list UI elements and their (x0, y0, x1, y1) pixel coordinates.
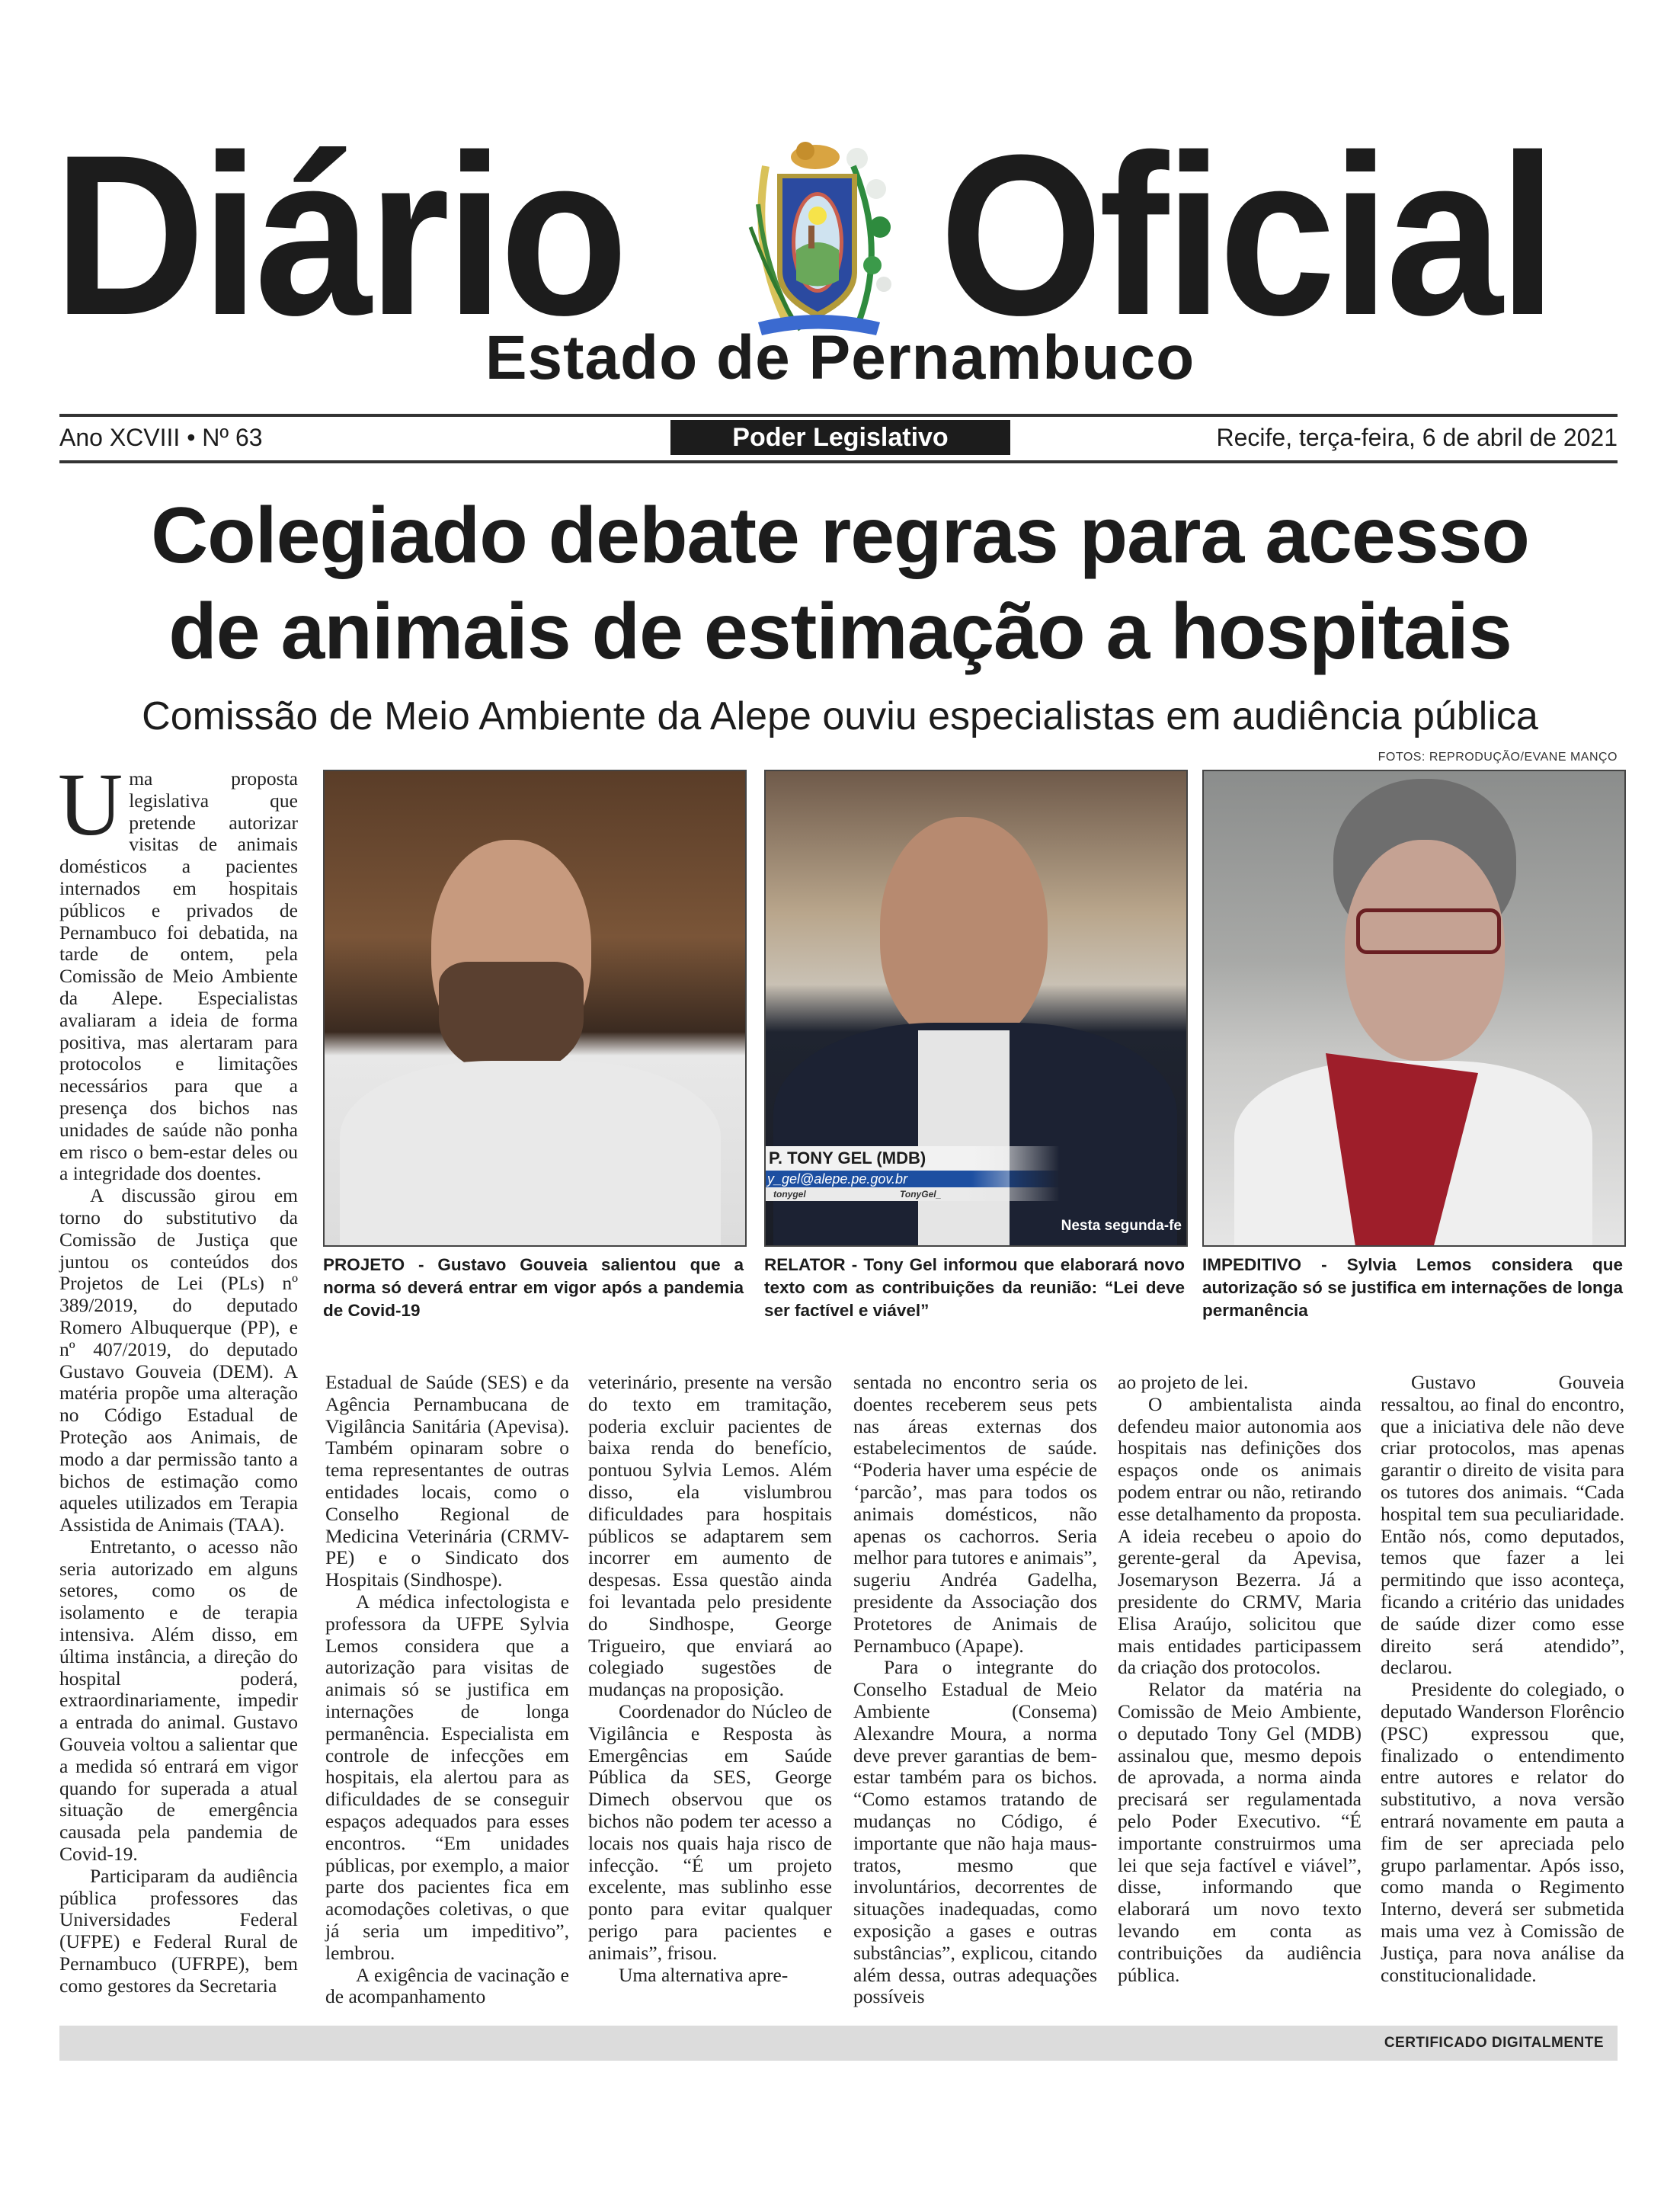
article-paragraph: A discussão girou em torno do substitutivo da Comissão de Justiça que juntou os conteúdos dos Projetos de Lei (PLs) nº 389/2019, do deputado Romero Albuquerque (PP), e nº 407/2019, do deputado Gustavo Gouveia (DEM). A matéria propõe uma alteração no Código Estadual de Proteção aos Animais, de modo a dar permissão tanto a bichos de estimação como aqueles utilizados em Terapia Assistida de Animais (TAA). (59, 1184, 298, 1536)
article-paragraph: Para o integrante do Conselho Estadual de Meio Ambiente (Consema) Alexandre Moura, a norma deve prever garantias de bem-estar também para os bichos. “Como estamos tratando de mudanças no Código, é importante que não haja maus-tratos, mesmo que involuntários, decorrentes de situações inadequadas, como exposição a gases e outras substâncias”, explicou, citando além dessa, outras adequações possíveis (853, 1656, 1097, 2008)
article-paragraph: sentada no encontro seria os doentes receberem seus pets nas áreas externas dos estabelecimentos de saúde. “Poderia haver uma espécie de ‘parcão’, mas para todos os animais domésticos, não apenas os cachorros. Seria melhor para tutores e animais”, sugeriu Andréa Gadelha, presidente da Associação dos Protetores de Animais de Pernambuco (Apape). (853, 1371, 1097, 1657)
article-paragraph: A médica infectologista e professora da UFPE Sylvia Lemos considera que a autorização para visitas de animais só se justifica em internações de longa permanência. Especialista em controle de infecções em hospitais, ela alertou para as dificuldades de se conseguir espaços adequados para esses encontros. “Em unidades públicas, por exemplo, a maior parte dos pacientes fica em acomodações coletivas, o que já seria um impeditivo”, lembrou. (325, 1590, 569, 1964)
photo-gustavo-gouveia (323, 770, 747, 1247)
edition-number: Ano XCVIII • Nº 63 (59, 424, 263, 451)
photo-sylvia-lemos (1202, 770, 1626, 1247)
subheadline: Comissão de Meio Ambiente da Alepe ouviu especialistas em audiência pública (142, 694, 1538, 738)
article-paragraph: Relator da matéria na Comissão de Meio Ambiente, o deputado Tony Gel (MDB) assinalou que, mesmo depois de aprovada, a norma ainda precisará ser regulamentada pelo Poder Executivo. “É importante construirmos uma lei que seja factível e viável”, disse, informando que elaborará um novo texto levando em conta as contribuições da audiência pública. (1118, 1678, 1362, 1986)
article-column-2 (325, 1372, 569, 2008)
article-paragraph: O ambientalista ainda defendeu maior autonomia aos hospitais nas definições dos espaços onde os animais podem entrar ou não, retirando esse detalhamento da proposta. A ideia recebeu o apoio do gerente-geral da Apevisa, Josemaryson Bezerra. Já a presidente do CRMV, Maria Elisa Araújo, solicitou que mais entidades participassem da criação dos protocolos. (1118, 1392, 1362, 1679)
shirt-shape (918, 1030, 1010, 1247)
masthead-title-left: Diário (53, 107, 625, 363)
divider-bottom (59, 460, 1618, 463)
social-handle-1: tonygel (773, 1189, 806, 1200)
masthead-subtitle: Estado de Pernambuco (485, 323, 1195, 392)
headline (0, 488, 1680, 680)
section-badge: Poder Legislativo (670, 420, 1010, 455)
photo-credit: FOTOS: REPRODUÇÃO/EVANE MANÇO (1378, 751, 1618, 764)
article-column-1 (58, 754, 298, 1997)
certification-label: CERTIFICADO DIGITALMENTE (1384, 2035, 1604, 2051)
article-paragraph: Coordenador do Núcleo de Vigilância e Resposta às Emergências em Saúde Pública da SES, George Dimech observou que os bichos não podem ter acesso a locais nos quais haja risco de infecção. “É um projeto excelente, mas sublinho esse ponto para evitar qualquer perigo para pacientes e animais”, frisou. (588, 1699, 832, 1964)
drop-cap: U (58, 754, 123, 854)
coat-of-arms-icon (731, 136, 907, 341)
dateline: Recife, terça-feira, 6 de abril de 2021 (1216, 424, 1618, 451)
tv-lower-third (766, 1146, 1060, 1201)
footer-bar (59, 2026, 1618, 2061)
article-paragraph: A exigência de vacinação e de acompanhamento (325, 1963, 569, 2008)
photo-tony-gel (764, 770, 1188, 1247)
article-paragraph: Uma alternativa apre- (619, 1963, 789, 1986)
lower-third-social (766, 1187, 1060, 1201)
article-column-5 (1118, 1372, 1362, 1986)
photo-caption: IMPEDITIVO - Sylvia Lemos considera que autorização só se justifica em internações de longa permanência (1202, 1255, 1623, 1320)
beard-shape (439, 962, 584, 1076)
photo-caption: PROJETO - Gustavo Gouveia salientou que a norma só deverá entrar em vigor após a pandemia de Covid-19 (323, 1255, 744, 1320)
article-paragraph: Gustavo Gouveia ressaltou, ao final do encontro, que a iniciativa dele não deve criar protocolos, mas apenas garantir o direito de visita para os tutores dos animais. “Cada hospital tem sua peculiaridade. Então nós, como deputados, temos que fazer a lei permitindo que isso aconteça, ficando a critério das unidades de saúde dizer como esse direito será atendido”, declarou. (1381, 1371, 1624, 1679)
article-paragraph: Estadual de Saúde (SES) e da Agência Pernambucana de Vigilância Sanitária (Apevisa). Também opinaram sobre o tema representantes de outras entidades locais, como o Conselho Regional de Medicina Veterinária (CRMV-PE) e o Sindicato dos Hospitais (Sindhospe). (325, 1371, 569, 1591)
lower-third-email: y_gel@alepe.pe.gov.br (766, 1171, 1060, 1187)
article-paragraph: veterinário, presente na versão do texto em tramitação, poderia excluir pacientes de baixa renda do benefício, pontuou Sylvia Lemos. Além disso, ela vislumbrou dificuldades para hospitais públicos se adaptarem sem incorrer em aumento de despesas. Essa questão ainda foi levantada pelo presidente do Sindhospe, George Trigueiro, que enviará ao colegiado sugestões de mudanças na proposição. (588, 1371, 832, 1701)
divider-top (59, 414, 1618, 417)
glasses-icon (1356, 908, 1501, 954)
article-column-6 (1381, 1372, 1624, 1986)
headline-line-1: Colegiado debate regras para acesso (151, 492, 1529, 580)
article-paragraph: Uma proposta legislativa que pretende autorizar visitas de animais domésticos a pacientes internados em hospitais públicos e privados de Pernambuco foi debatida, na tarde de ontem, pela Comissão de Meio Ambiente da Alepe. Especialistas avaliaram a ideia de forma positiva, mas alertaram para protocolos e limitações necessários para que a presença dos bichos nas unidades de saúde não ponha em risco o bem-estar deles ou a integridade dos doentes. (58, 754, 298, 1185)
headline-line-2: de animais de estimação a hospitais (168, 588, 1512, 676)
masthead-title-right: Oficial (939, 107, 1553, 363)
article-column-3 (588, 1372, 832, 1986)
social-handle-2: TonyGel_ (900, 1189, 942, 1200)
article-paragraph: Entretanto, o acesso não seria autorizado em alguns setores, como os de isolamento e de terapia intensiva. Além disso, em última instância, a direção do hospital poderá, extraordinariamente, impedir a entrada do animal. Gustavo Gouveia voltou a salientar que a medida só entrará em vigor quando for superada a atual situação de emergência causada pela pandemia de Covid-19. (59, 1535, 298, 1866)
portrait-face-icon (880, 817, 1048, 1046)
article-paragraph: Participaram da audiência pública professores das Universidades Federal (UFPE) e Federal Rural de Pernambuco (UFRPE), bem como gestores da Secretaria (59, 1864, 298, 1997)
article-paragraph: ao projeto de lei. (1118, 1371, 1249, 1393)
tv-ticker: Nesta segunda-fe (1061, 1218, 1182, 1234)
shirt-shape (340, 1061, 721, 1247)
article-paragraph: Presidente do colegiado, o deputado Wanderson Florêncio (PSC) expressou que, finalizado o entendimento entre autores e relator do substitutivo, a nova versão entrará novamente em pauta a fim de ser apreciada pelo grupo parlamentar. Após isso, como manda o Regimento Interno, deverá ser submetida mais uma vez à Comissão de Justiça, para nova análise da constitucionalidade. (1381, 1678, 1624, 1986)
photo-caption: RELATOR - Tony Gel informou que elaborará novo texto com as contribuições da reunião: “Lei deve ser factível e viável” (764, 1255, 1185, 1320)
lower-third-name: P. TONY GEL (MDB) (766, 1146, 1060, 1171)
article-column-4 (853, 1372, 1097, 2008)
